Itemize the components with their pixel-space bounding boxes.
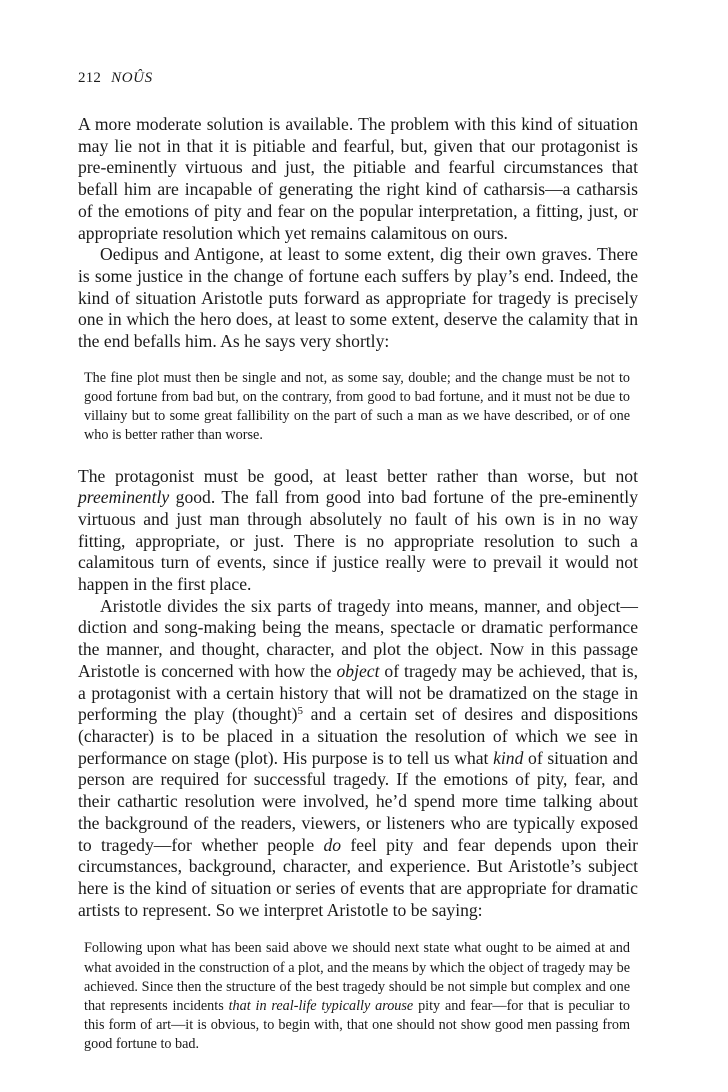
running-head xyxy=(78,70,153,87)
footnote-marker[interactable]: 5 xyxy=(297,705,303,718)
paragraph-3-text-a: The protagonist must be good, at least better rather than worse, but not xyxy=(78,465,638,486)
paragraph-3-text-c: good. The fall from good into bad fortune of the pre-eminently virtuous and just man through absolutely no fault of his own is in no way fitting, appropriate, or just. There is no appropriate resolution to such a calamitous turn of events, since if justice really were to prevail it would not happen in the first place. xyxy=(78,487,638,595)
paragraph-4-emphasis-object: object xyxy=(336,660,380,681)
block-quote-1: The fine plot must then be single and not, as some say, double; and the change must be not to good fortune from bad but, on the contrary, from good to bad fortune, and it must not be due to villainy but to some great fallibility on the part of such a man as we have described, or of one who is better rather than worse. xyxy=(84,369,630,444)
paragraph-4-text-a: Aristotle divides the six parts of tragedy into means, manner, and object—diction and song-making being the means, spectacle or dramatic performance the manner, and thought, character, and plot the object. Now in this passage Aristotle is concerned with how the xyxy=(78,595,638,681)
block-quote-2 xyxy=(84,939,638,1054)
paragraph-1: A more moderate solution is available. The problem with this kind of situation may lie not in that it is pitiable and fearful, but, given that our protagonist is pre-eminently virtuous and just, the pitiable and fearful circumstances that befall him are incapable of generating the right kind of catharsis—a catharsis of the emotions of pity and fear on the popular interpretation, a fitting, just, or appropriate resolution which yet remains calamitous on ours. xyxy=(78,114,638,243)
paragraph-4-text-f: of situation and person are required for successful tragedy. If the emotions of pity, fear, and their cathartic resolution were involved, he’d spend more time talking about the background of the readers, viewers, or listeners who are typically exposed to tragedy—for whether people xyxy=(78,747,638,855)
paragraph-4-text-d: and a certain set of desires and dispositions (character) is to be placed in a situation the resolution of which we see in performance on stage (plot). His purpose is to tell us what xyxy=(78,704,638,768)
paragraph-4 xyxy=(78,596,638,922)
paragraph-2: Oedipus and Antigone, at least to some extent, dig their own graves. There is some justice in the change of fortune each suffers by play’s end. Indeed, the kind of situation Aristotle puts forward as appropriate for tragedy is precisely one in which the hero does, at least to some extent, deserve the calamity that in the end befalls him. As he says very shortly: xyxy=(78,244,638,352)
paragraph-3 xyxy=(78,466,638,596)
paragraph-4-text-h: feel pity and fear depends upon their circumstances, background, character, and experience. But Aristotle’s subject here is the kind of situation or series of events that are appropriate for dramatic artists to represent. So we interpret Aristotle to be saying: xyxy=(78,834,638,920)
page-number: 212 xyxy=(78,70,102,86)
journal-title: NOÛS xyxy=(111,70,153,86)
paragraph-4-emphasis-kind: kind xyxy=(493,747,524,768)
paragraph-4-emphasis-do: do xyxy=(323,834,342,855)
paragraph-3-emphasis: preeminently xyxy=(78,487,170,508)
paragraph-4-text-c: of tragedy may be achieved, that is, a protagonist with a certain history that will not be dramatized on the stage in performing the play (thought) xyxy=(78,660,638,725)
block-quote-2-text-c: pity and fear—for that is peculiar to this form of art—it is obvious, to begin with, that one should not show good men passing from good fortune to bad. xyxy=(84,997,630,1053)
block-quote-2-emphasis: that in real-life typically arouse xyxy=(228,997,414,1014)
block-quote-2-text-a: Following upon what has been said above we should next state what ought to be aimed at and what avoided in the construction of a plot, and the means by which the object of tragedy may be achieved. Since then the structure of the best tragedy should be not simple but complex and one that represents incidents xyxy=(84,940,630,1014)
article-body xyxy=(78,114,638,1075)
